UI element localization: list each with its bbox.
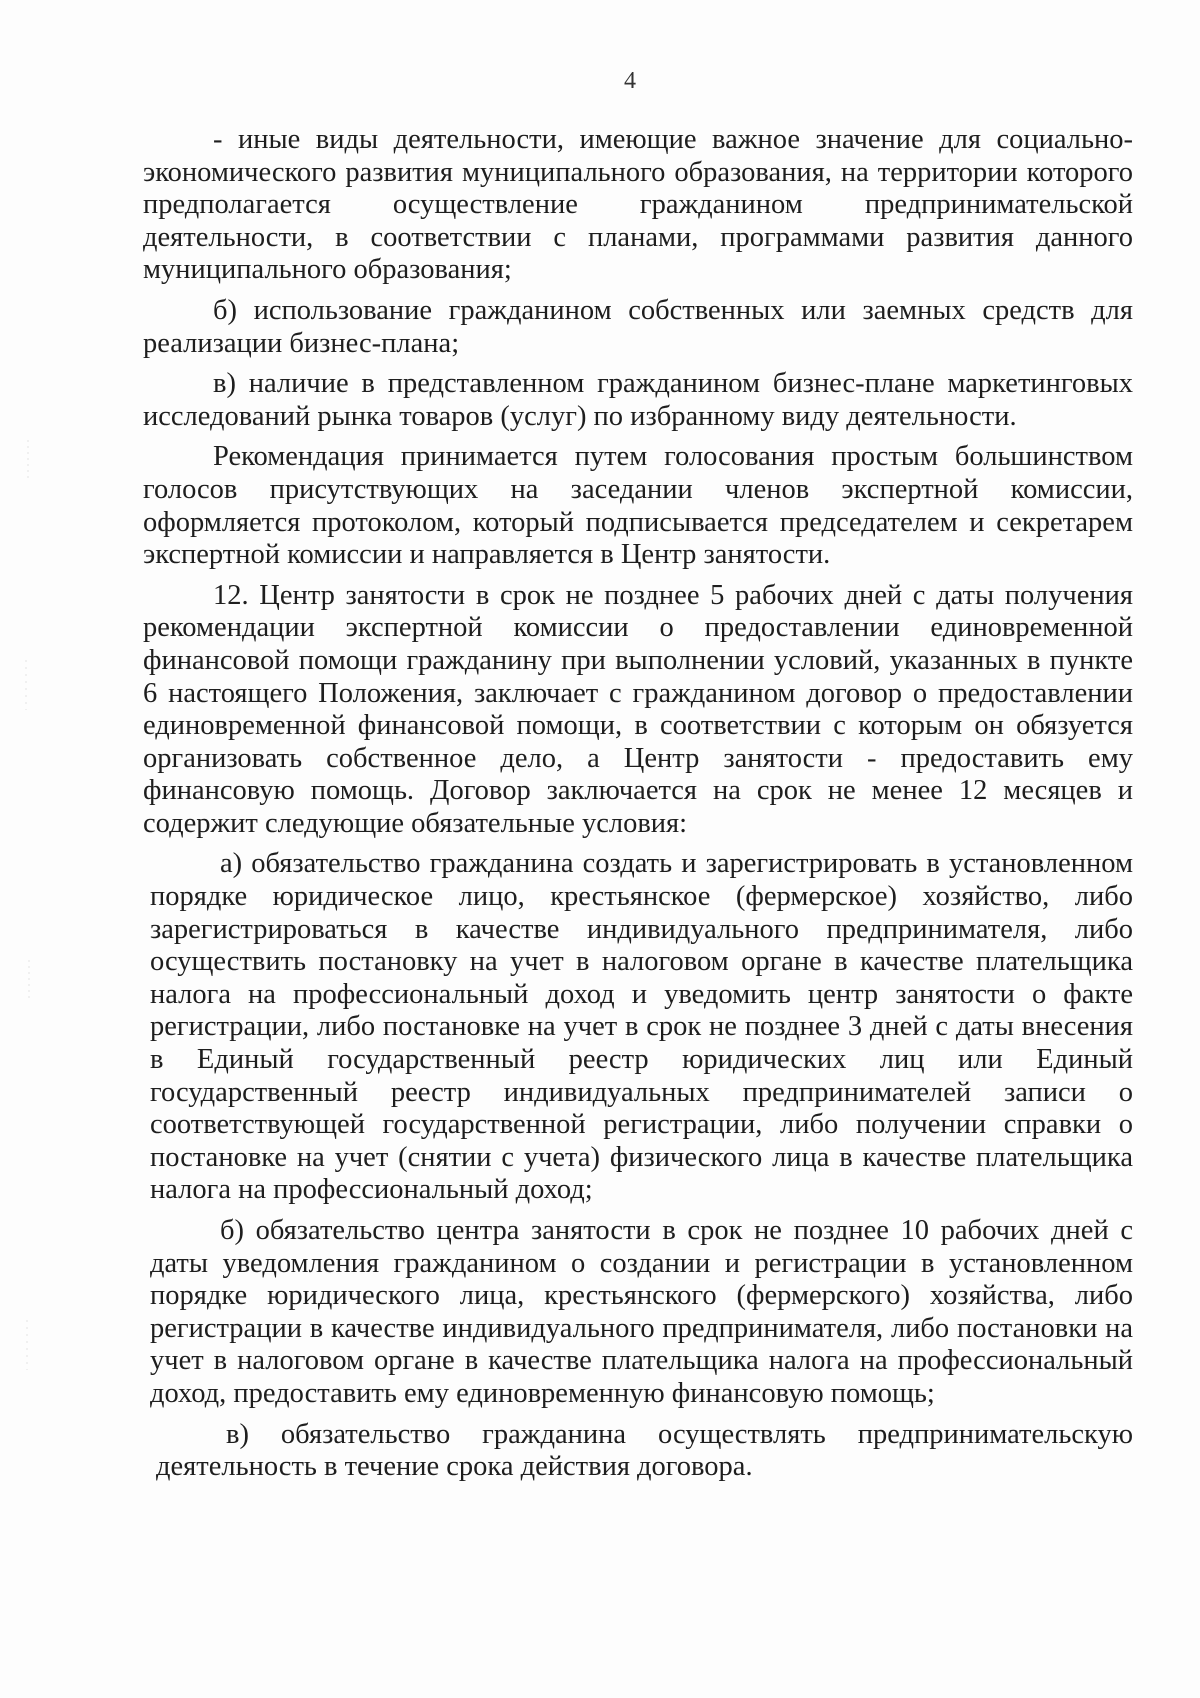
paragraph-clause-12: 12. Центр занятости в срок не позднее 5 рабочих дней с даты получения рекомендации экспертной комиссии о предоставлении единовременной финансовой помощи гражданину при выполнении условий, указанных в пункте 6 настоящего Положения, заключает с гражданином договор о предоставлении единовременной финансовой помощи, в соответствии с которым он обязуется организовать собственное дело, а Центр занятости - предоставить ему финансовую помощь. Договор заключается на срок не менее 12 месяцев и содержит следующие обязательные условия: [143, 579, 1133, 839]
paragraph-condition-v: в) обязательство гражданина осуществлять предпринимательскую деятельность в течение срока действия договора. [156, 1418, 1133, 1483]
paragraph-other-activities: - иные виды деятельности, имеющие важное значение для социально-экономического развития муниципального образования, на территории которого предполагается осуществление гражданином предпринимательской деятельности, в соответствии с планами, программами развития данного муниципального образования; [143, 124, 1133, 286]
paragraph-recommendation: Рекомендация принимается путем голосования простым большинством голосов присутствующих на заседании членов экспертной комиссии, оформляется протоколом, который подписывается председателем и секретарем экспертной комиссии и направляется в Центр занятости. [143, 441, 1133, 571]
paragraph-item-v-marketing: в) наличие в представленном гражданином бизнес-плане маркетинговых исследований рынка товаров (услуг) по избранному виду деятельности. [143, 368, 1133, 432]
paragraph-item-b-own-funds: б) использование гражданином собственных или заемных средств для реализации бизнес-плана; [143, 294, 1133, 359]
paragraph-condition-a: а) обязательство гражданина создать и зарегистрировать в установленном порядке юридическое лицо, крестьянское (фермерское) хозяйство, либо зарегистрироваться в качестве индивидуального предпринимателя, либо осуществить постановку на учет в налоговом органе в качестве плательщика налога на профессиональный доход и уведомить центр занятости о факте регистрации, либо постановке на учет в срок не позднее 3 дней с даты внесения в Единый государственный реестр юридических лиц или Единый государственный реестр индивидуальных предпринимателей записи о соответствующей государственной регистрации, либо получении справки о постановке на учет (снятии с учета) физического лица в качестве плательщика налога на профессиональный доход; [150, 848, 1133, 1206]
scan-margin-noise [18, 440, 38, 1540]
document-body [143, 124, 1133, 1484]
paragraph-condition-b: б) обязательство центра занятости в срок не позднее 10 рабочих дней с даты уведомления гражданином о создании и регистрации в установленном порядке юридического лица, крестьянского (фермерского) хозяйства, либо регистрации в качестве индивидуального предпринимателя, либо постановки на учет в налоговом органе в качестве плательщика налога на профессиональный доход, предоставить ему единовременную финансовую помощь; [150, 1215, 1133, 1409]
page-number: 4 [624, 68, 636, 94]
